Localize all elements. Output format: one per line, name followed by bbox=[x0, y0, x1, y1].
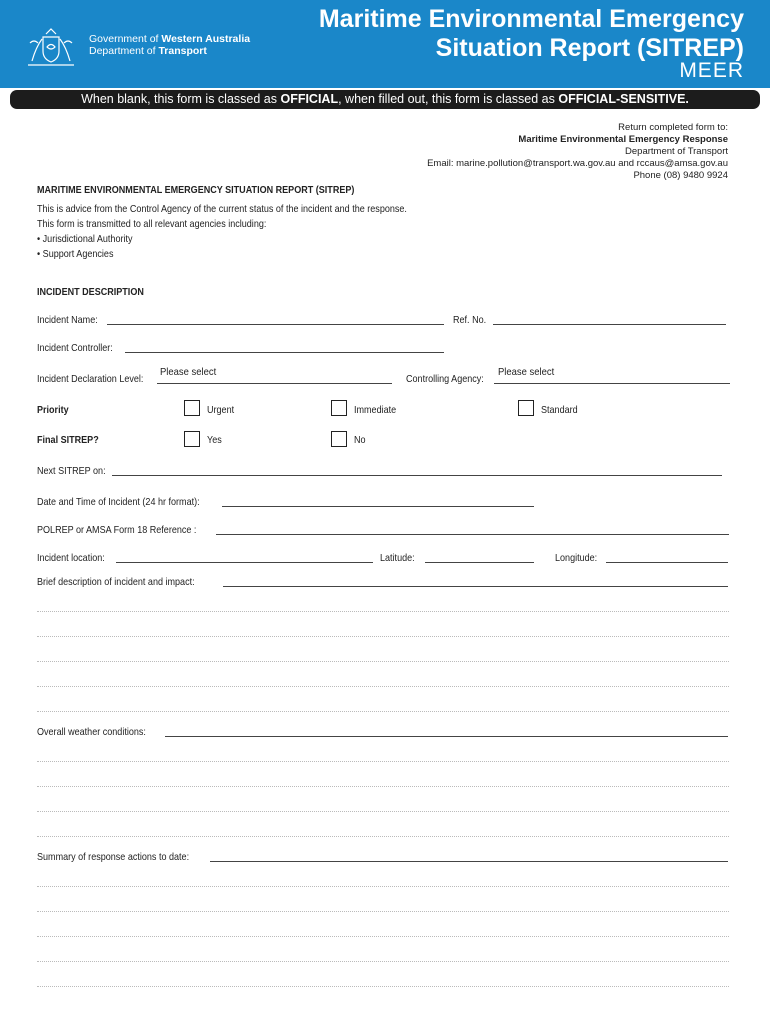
urgent-checkbox[interactable] bbox=[184, 400, 200, 416]
incident-controller-label: Incident Controller: bbox=[37, 342, 113, 354]
final-yes-label: Yes bbox=[207, 434, 222, 446]
urgent-label: Urgent bbox=[207, 404, 235, 416]
final-no-label: No bbox=[354, 434, 366, 446]
immediate-label: Immediate bbox=[354, 404, 397, 416]
next-sitrep-field[interactable] bbox=[112, 475, 722, 476]
date-time-field[interactable] bbox=[222, 506, 534, 507]
controlling-agency-select[interactable]: Please select bbox=[498, 366, 555, 378]
final-sitrep-label: Final SITREP? bbox=[37, 434, 99, 446]
writing-line[interactable] bbox=[37, 961, 729, 962]
classification-banner: When blank, this form is classed as OFFICIAL, when filled out, this form is classed as OFFICIAL-SENSITIVE. bbox=[10, 90, 760, 109]
writing-line[interactable] bbox=[37, 611, 729, 612]
summary-field[interactable] bbox=[210, 861, 728, 862]
writing-line[interactable] bbox=[37, 811, 729, 812]
latitude-field[interactable] bbox=[425, 562, 534, 563]
writing-line[interactable] bbox=[37, 836, 729, 837]
date-time-label: Date and Time of Incident (24 hr format): bbox=[37, 496, 200, 508]
final-yes-checkbox[interactable] bbox=[184, 431, 200, 447]
brief-description-field[interactable] bbox=[223, 586, 728, 587]
location-label: Incident location: bbox=[37, 552, 105, 564]
incident-name-label: Incident Name: bbox=[37, 314, 98, 326]
intro-paragraph-2: This form is transmitted to all relevant agencies including: bbox=[37, 218, 267, 230]
government-label: Government of Western Australia Department of Transport bbox=[89, 33, 251, 57]
wa-crest-logo bbox=[24, 25, 78, 69]
immediate-checkbox[interactable] bbox=[331, 400, 347, 416]
writing-line[interactable] bbox=[37, 636, 729, 637]
writing-line[interactable] bbox=[37, 711, 729, 712]
writing-line[interactable] bbox=[37, 761, 729, 762]
standard-checkbox[interactable] bbox=[518, 400, 534, 416]
declaration-level-select[interactable]: Please select bbox=[160, 366, 217, 378]
writing-line[interactable] bbox=[37, 661, 729, 662]
polrep-label: POLREP or AMSA Form 18 Reference : bbox=[37, 524, 197, 536]
ref-no-field[interactable] bbox=[493, 324, 726, 325]
declaration-level-label: Incident Declaration Level: bbox=[37, 373, 144, 385]
writing-line[interactable] bbox=[37, 786, 729, 787]
writing-line[interactable] bbox=[37, 686, 729, 687]
controlling-agency-underline bbox=[494, 383, 730, 384]
intro-paragraph: This is advice from the Control Agency of the current status of the incident and the response. bbox=[37, 203, 407, 215]
longitude-field[interactable] bbox=[606, 562, 728, 563]
writing-line[interactable] bbox=[37, 936, 729, 937]
latitude-label: Latitude: bbox=[380, 552, 415, 564]
controlling-agency-label: Controlling Agency: bbox=[406, 373, 484, 385]
longitude-label: Longitude: bbox=[555, 552, 598, 564]
final-no-checkbox[interactable] bbox=[331, 431, 347, 447]
priority-label: Priority bbox=[37, 404, 69, 416]
brief-description-label: Brief description of incident and impact: bbox=[37, 576, 195, 588]
page-title: Maritime Environmental Emergency Situation Report (SITREP) bbox=[318, 5, 744, 62]
writing-line[interactable] bbox=[37, 911, 729, 912]
location-field[interactable] bbox=[116, 562, 373, 563]
incident-controller-field[interactable] bbox=[125, 352, 444, 353]
return-address: Return completed form to: Maritime Environmental Emergency Response Department of Transport Email: marine.pollution@transport.wa.gov.au and rccaus@amsa.gov.au Phone (08) 9480 9924 bbox=[427, 122, 728, 181]
bullet-support: • Support Agencies bbox=[37, 248, 114, 260]
declaration-level-underline bbox=[157, 383, 392, 384]
header-bar bbox=[0, 0, 770, 88]
polrep-field[interactable] bbox=[216, 534, 729, 535]
form-heading: MARITIME ENVIRONMENTAL EMERGENCY SITUATION REPORT (SITREP) bbox=[37, 184, 355, 196]
weather-field[interactable] bbox=[165, 736, 728, 737]
writing-line[interactable] bbox=[37, 886, 729, 887]
weather-label: Overall weather conditions: bbox=[37, 726, 146, 738]
next-sitrep-label: Next SITREP on: bbox=[37, 465, 106, 477]
ref-no-label: Ref. No. bbox=[453, 314, 487, 326]
bullet-jurisdictional: • Jurisdictional Authority bbox=[37, 233, 133, 245]
page-subtitle: MEER bbox=[679, 59, 744, 82]
incident-name-field[interactable] bbox=[107, 324, 444, 325]
writing-line[interactable] bbox=[37, 986, 729, 987]
summary-label: Summary of response actions to date: bbox=[37, 851, 190, 863]
standard-label: Standard bbox=[541, 404, 578, 416]
section-heading: INCIDENT DESCRIPTION bbox=[37, 286, 144, 298]
